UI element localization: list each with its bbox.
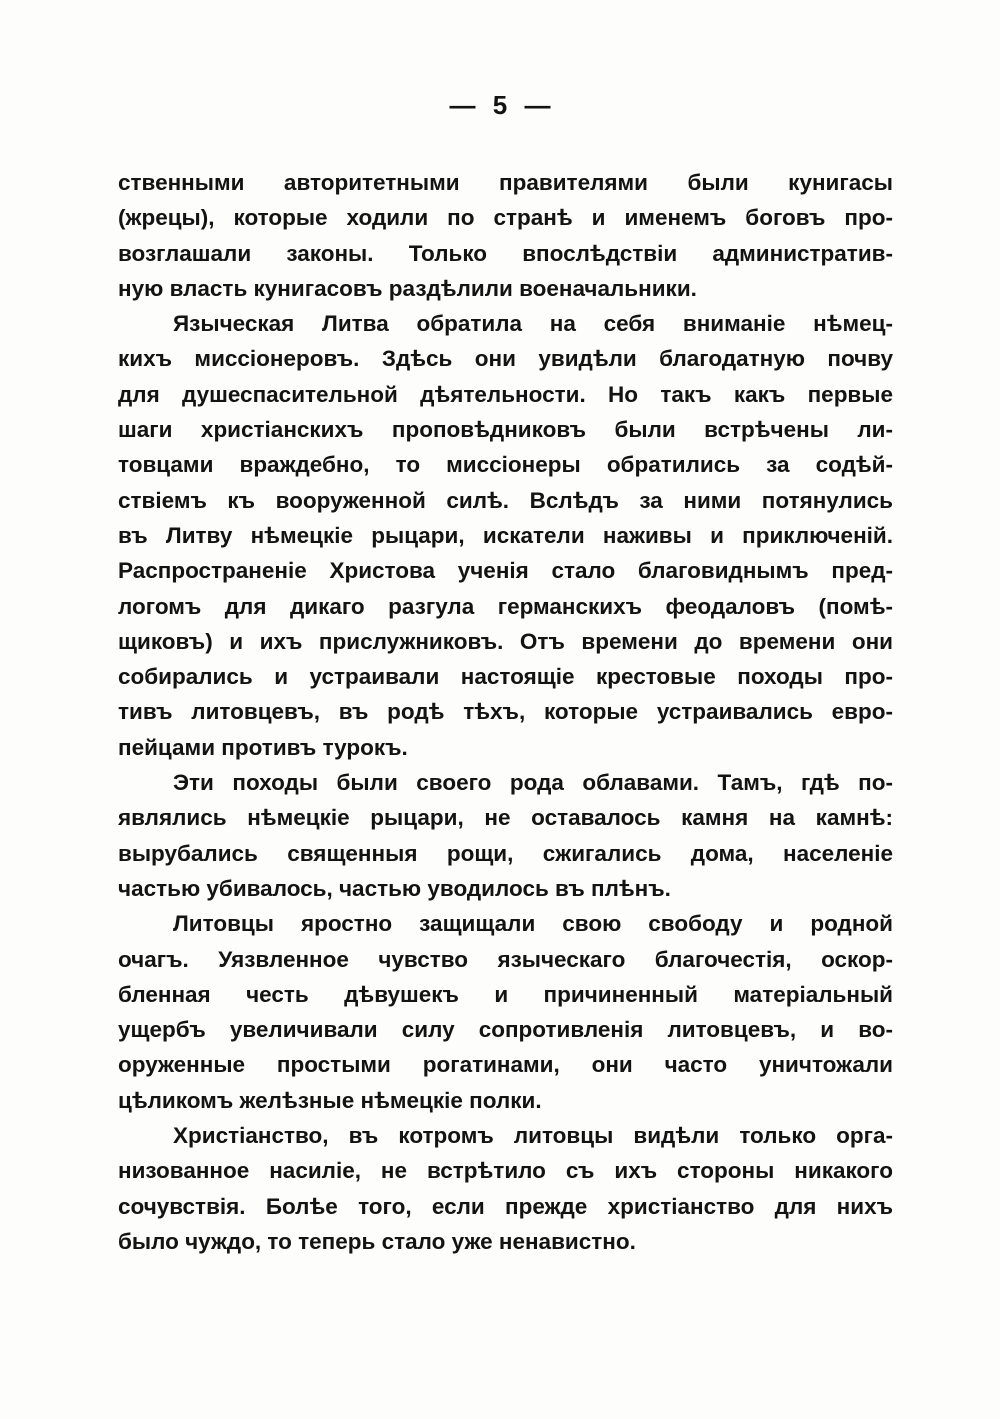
text-line: Христіанство, въ котромъ литовцы видѣли только орга- [173,1123,893,1149]
text-line: (жрецы), которые ходили по странѣ и именемъ боговъ про- [118,205,893,231]
text-line: для душеспасительной дѣятельности. Но такъ какъ первые [118,381,893,407]
text-line: Языческая Литва обратила на себя вниманіе нѣмец- [173,311,893,337]
text-line: ную власть кунигасовъ раздѣлили военачальники. [118,275,697,301]
paragraph-4 [118,906,893,1118]
text-line: возглашали законы. Только впослѣдствіи административ- [118,240,893,266]
text-line: пейцами противъ турокъ. [118,734,408,760]
paragraph-5 [118,1118,893,1259]
text-line: кихъ миссіонеровъ. Здѣсь они увидѣли благодатную почву [118,346,893,372]
text-line: собирались и устраивали настоящіе крестовые походы про- [118,664,893,690]
text-line: являлись нѣмецкіе рыцари, не оставалось камня на камнѣ: [118,805,893,831]
text-line: ущербъ увеличивали силу сопротивленія литовцевъ, и во- [118,1017,893,1043]
text-line: было чуждо, то теперь стало уже ненавистно. [118,1228,636,1254]
text-line: Литовцы яростно защищали свою свободу и родной [173,911,893,937]
text-line: тивъ литовцевъ, въ родѣ тѣхъ, которые устраивались евро- [118,699,893,725]
text-line: цѣликомъ желѣзные нѣмецкіе полки. [118,1087,542,1113]
text-line: вырубались священныя рощи, сжигались дома, населеніе [118,840,893,866]
text-line: очагъ. Уязвленное чувство языческаго благочестія, оскор- [118,946,893,972]
text-line: оруженные простыми рогатинами, они часто уничтожали [118,1052,893,1078]
paragraph-2 [118,306,893,765]
body-text [118,165,893,1259]
text-line: ствіемъ къ вооруженной силѣ. Вслѣдъ за ними потянулись [118,487,893,513]
text-line: частью убивалось, частью уводилось въ плѣнъ. [118,875,671,901]
text-line: въ Литву нѣмецкіе рыцари, искатели наживы и приключеній. [118,522,893,548]
paragraph-1 [118,165,893,306]
text-line: шаги христіанскихъ проповѣдниковъ были встрѣчены ли- [118,417,893,443]
text-line: низованное насиліе, не встрѣтило съ ихъ стороны никакого [118,1158,893,1184]
text-line: Распространеніе Христова ученія стало благовиднымъ пред- [118,558,893,584]
text-line: ственными авторитетными правителями были кунигасы [118,170,893,195]
text-line: щиковъ) и ихъ прислужниковъ. Отъ времени до времени они [118,628,893,654]
text-line: сочувствія. Болѣе того, если прежде христіанство для нихъ [118,1193,893,1219]
text-line: логомъ для дикаго разгула германскихъ феодаловъ (помѣ- [118,593,893,619]
text-line: товцами враждебно, то миссіонеры обратились за содѣй- [118,452,893,478]
text-line: бленная честь дѣвушекъ и причиненный матеріальный [118,981,893,1007]
page-number: — 5 — [449,90,551,120]
paragraph-3 [118,765,893,906]
text-line: Эти походы были своего рода облавами. Тамъ, гдѣ по- [173,770,893,796]
